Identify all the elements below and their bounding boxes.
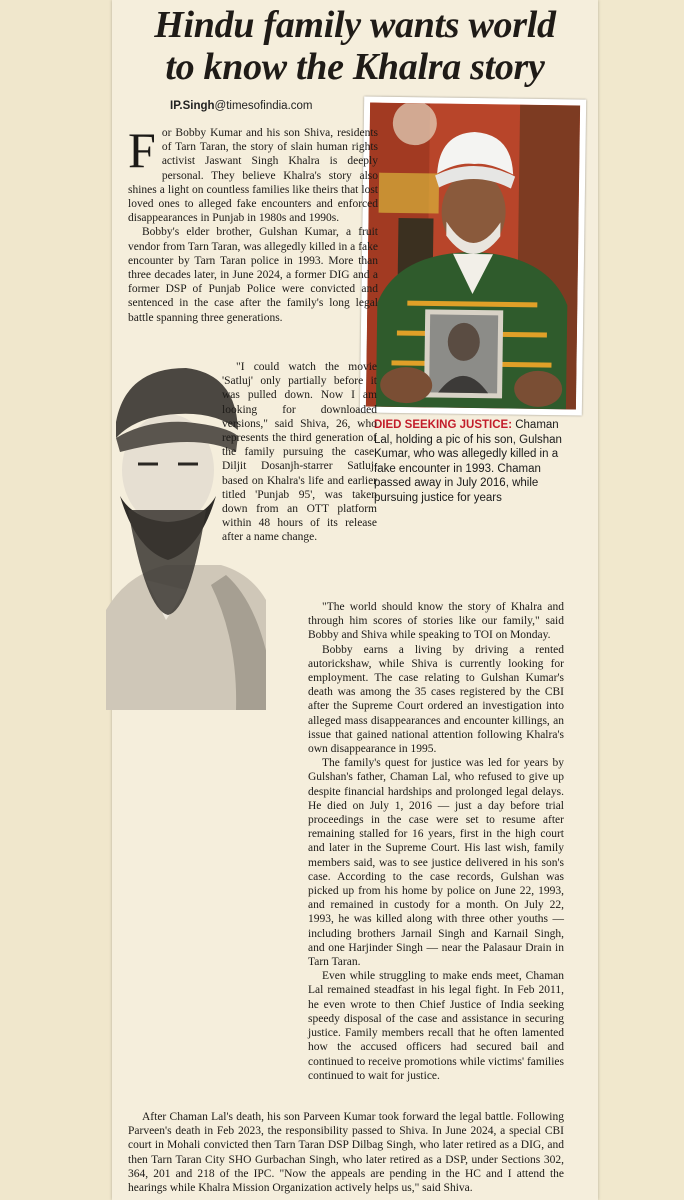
photo-frame <box>360 96 586 415</box>
background-left <box>0 0 112 1200</box>
caption-label: DIED SEEKING JUSTICE: <box>374 419 513 431</box>
background-right <box>598 0 684 1200</box>
paragraph-4: "The world should know the story of Khalra and through him scores of stories like our family," said Bobby and Shiva while speaking to TOI on Monday. <box>308 601 564 642</box>
article-column-right <box>308 600 564 1083</box>
newspaper-clipping <box>112 0 598 1200</box>
paragraph-1-text: or Bobby Kumar and his son Shiva, residents of Tarn Taran, the story of slain human rights activist Jaswant Singh Khalra is deeply personal. They believe Khalra's story also shines a light on countless families like theirs that lost loved ones to alleged fake encounters and enforced disappearances in Punjab in 1980s and 1990s. <box>128 127 378 225</box>
paragraph-6: The family's quest for justice was led for years by Gulshan's father, Chaman Lal, who refused to give up despite financial hardships and prolonged legal delays. He died on July 1, 2016 — just a day before trial proceedings in the case were set to resume after remaining stalled for 16 years, first in the high court and later in the Supreme Court. His last wish, family members said, was to see justice delivered in his son's case. According to the case records, Gulshan was picked up from his home by police on June 22, 1993, and remained in custody for a month. On July 22, 1993, he was killed along with three other youths — including brothers Jarnail Singh and Karnail Singh, and one Harjinder Singh — near the Palasaur Drain in Tarn Taran. <box>308 757 564 969</box>
chaman-lal-photo <box>366 103 580 410</box>
article-column-middle <box>222 360 377 545</box>
paragraph-5: Bobby earns a living by driving a rented autorickshaw, while Shiva is currently looking for employment. The case relating to Gulshan Kumar's death was among the 35 cases registered by the CBI after the Supreme Court ordered an investigation into alleged mass disappearances and encounter killings, an issue that gained national attention following Khalra's own disappearance in 1995. <box>308 643 564 756</box>
headline-line-1: Hindu family wants world <box>154 4 556 46</box>
photo-caption <box>374 418 564 505</box>
byline-domain: @timesofindia.com <box>214 100 313 112</box>
article-column-top <box>128 122 378 325</box>
headline <box>112 4 598 88</box>
dropcap: F <box>128 122 156 178</box>
headline-line-2: to know the Khalra story <box>165 46 545 88</box>
paragraph-2: Bobby's elder brother, Gulshan Kumar, a fruit vendor from Tarn Taran, was allegedly killed in a fake encounter by Tarn Taran police in 1993. More than three decades later, in June 2024, a former DIG and a former DSP of Punjab Police were convicted and sentenced in the case after the family's long legal battle spanning three generations. <box>128 226 378 324</box>
article-column-bottom <box>128 1110 564 1195</box>
byline-name: IP.Singh <box>170 100 215 112</box>
paragraph-7: Even while struggling to make ends meet, Chaman Lal remained steadfast in his legal fight. In Feb 2011, he even wrote to then Chief Justice of India seeking speedy disposal of the case and assistance in securing justice. Family members recall that he often lamented how the accused officers had secured bail and continued to receive promotions while victims' families continued to wait for justice. <box>308 970 564 1082</box>
paragraph-8: After Chaman Lal's death, his son Parveen Kumar took forward the legal battle. Following Parveen's death in Feb 2023, the responsibility passed to Shiva. In June 2024, a special CBI court in Mohali convicted then Tarn Taran DSP Dilbag Singh, who later retired as a DIG, and then Tarn Taran City SHO Gurbachan Singh, who later retired as a DSP, under Sections 302, 364, 201 and 218 of the IPC. "Now the appeals are pending in the HC and I attend the hearings while Khalra Mission Organization actively helps us," said Shiva. <box>128 1111 564 1195</box>
paragraph-1 <box>128 122 378 225</box>
paragraph-3: "I could watch the movie 'Satluj' only partially before it was pulled down. Now I am looking for downloaded versions," said Shiva, 26, who represents the third generation of the family pursuing the case. Diljit Dosanjh-starrer Satluj, based on Khalra's life and earlier titled 'Punjab 95', was taken down from an OTT platform within 48 hours of its release after a name change. <box>222 361 377 544</box>
caption-text: Chaman Lal, holding a pic of his son, Gulshan Kumar, who was allegedly killed in a fake encounter in 1993. Chaman passed away in July 2016, while pursuing justice for years <box>374 419 562 504</box>
byline <box>170 100 313 112</box>
